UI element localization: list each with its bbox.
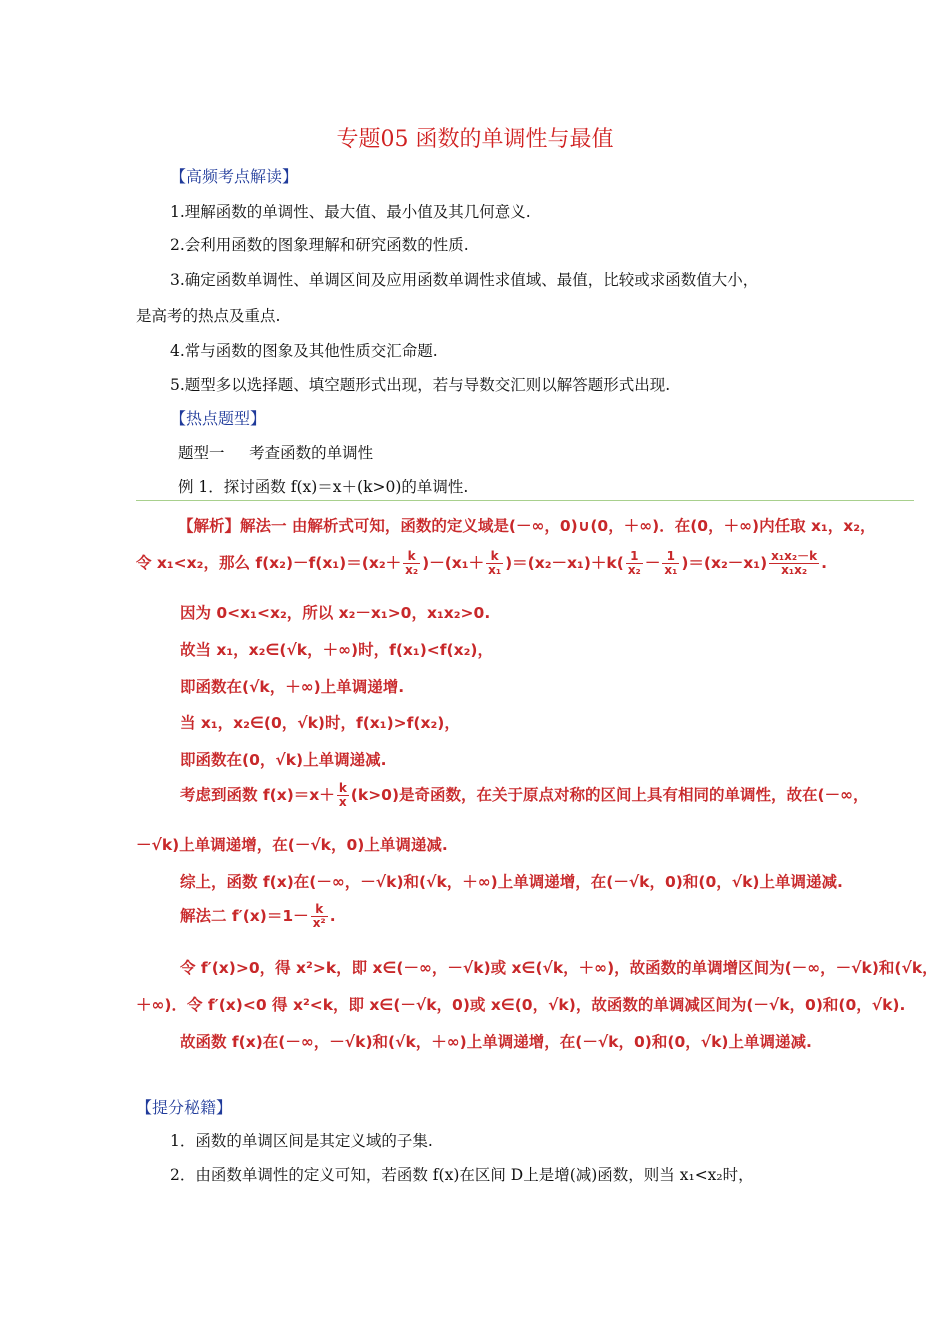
fraction-1-over-x1: $\frac{1}{\text{x₁}}$ [664,549,678,577]
fraction-1-over-x2: $\frac{1}{\text{x₂}}$ [627,549,641,577]
point-2: 2.会利用函数的图象理解和研究函数的性质. [170,236,469,254]
solution-line-11: 解法二 f′(x)＝1－ $\frac{k}{\text{x²}}$ . [180,902,336,930]
solution-line-8: 考虑到函数 f(x)＝x＋ $\frac{k}{x}$ (k>0)是奇函数，在关于原点对称的区间上具有相同的单调性，故在(－∞， [180,781,869,809]
solution-line-9: －√k)上单调递增，在(－√k，0)上单调递减. [136,836,448,854]
fraction-k-over-x2: $\frac{k}{\text{x₂}}$ [405,549,419,577]
solution-line-5: 即函数在(√k，＋∞)上单调递增. [180,678,405,696]
solution-line-10: 综上，函数 f(x)在(－∞，－√k)和(√k，＋∞)上单调递增，在(－√k，0)和(0，√k)上单调递减. [180,873,843,891]
solution-line-14: 故函数 f(x)在(－∞，－√k)和(√k，＋∞)上单调递增，在(－√k，0)和(0，√k)上单调递减. [180,1033,812,1051]
section-heading-gaopin: 【高频考点解读】 [170,167,299,186]
tip-2: 2．由函数单调性的定义可知，若函数 f(x)在区间 D上是增(减)函数，则当 x₁<x₂时， [170,1166,754,1184]
solution-line-13: ＋∞)．令 f′(x)<0 得 x²<k，即 x∈(－√k，0)或 x∈(0，√k)，故函数的单调减区间为(－√k，0)和(0，√k). [136,996,906,1014]
point-3-continued: 是高考的热点及重点. [136,307,281,325]
example-1: 例 1．探讨函数 f(x)＝x＋(k>0)的单调性. [178,478,469,496]
solution-line-2: 令 x₁<x₂，那么 f(x₂)－f(x₁)＝(x₂＋ $\frac{k}{\text{x₂}}$ )－(x₁＋ $\frac{k}{\text{x₁}}$ )＝(x₂－x₁)＋k( $\frac{1}{\text{x₂}}$ － $\frac{1}{\text{x₁}}$ )＝(x₂－x₁) $\frac{\text{x₁x₂－k}}{\text{x₁x₂}}$ . [136,549,828,577]
point-1: 1.理解函数的单调性、最大值、最小值及其几何意义. [170,203,531,221]
fraction-result: $\frac{\text{x₁x₂－k}}{\text{x₁x₂}}$ [771,549,818,577]
solution-line-4: 故当 x₁，x₂∈(√k，＋∞)时，f(x₁)<f(x₂)， [180,641,493,659]
point-4: 4.常与函数的图象及其他性质交汇命题. [170,342,438,360]
section-heading-tifen: 【提分秘籍】 [136,1098,233,1117]
fraction-k-over-x1: $\frac{k}{\text{x₁}}$ [488,549,502,577]
divider-line [136,500,914,501]
solution-line-12: 令 f′(x)>0，得 x²>k，即 x∈(－∞，－√k)或 x∈(√k，＋∞)，故函数的单调增区间为(－∞，－√k)和(√k， [180,959,938,977]
page-title: 专题05 函数的单调性与最值 [336,127,614,152]
solution-line-3: 因为 0<x₁<x₂，所以 x₂－x₁>0，x₁x₂>0. [180,604,491,622]
point-5: 5.题型多以选择题、填空题形式出现，若与导数交汇则以解答题形式出现. [170,376,671,394]
tip-1: 1．函数的单调区间是其定义域的子集. [170,1132,433,1150]
point-3: 3.确定函数单调性、单调区间及应用函数单调性求值域、最值，比较或求函数值大小， [170,271,759,289]
section-heading-redian: 【热点题型】 [170,409,267,428]
question-type-1: 题型一 考查函数的单调性 [178,444,374,462]
solution-line-7: 即函数在(0，√k)上单调递减. [180,751,387,769]
solution-line-1: 【解析】解法一 由解析式可知，函数的定义域是(－∞，0)∪(0，＋∞)．在(0，＋∞)内任取 x₁，x₂， [178,517,876,535]
fraction-k-over-x: $\frac{k}{x}$ [338,781,347,809]
solution-line-6: 当 x₁，x₂∈(0，√k)时，f(x₁)>f(x₂)， [180,714,460,732]
fraction-k-over-x-squared: $\frac{k}{\text{x²}}$ [312,902,326,930]
